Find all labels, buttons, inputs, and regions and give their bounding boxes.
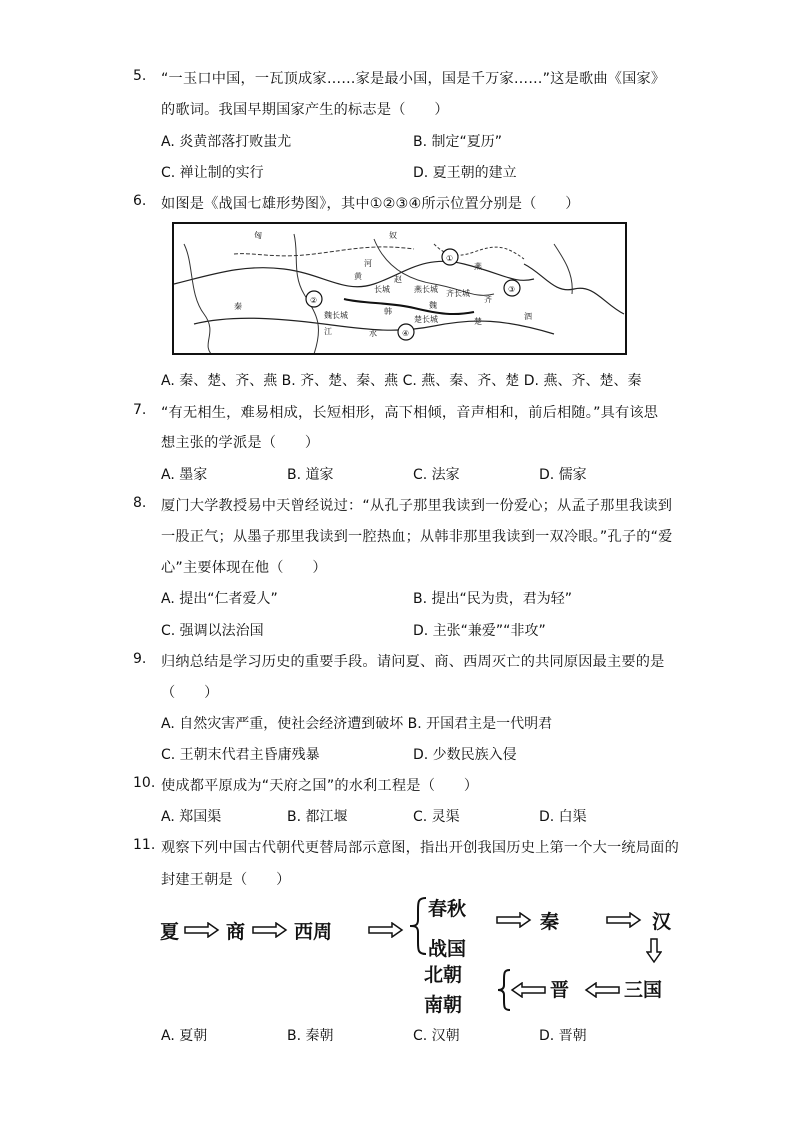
question-10-option-b[interactable]: B. 都江堰 xyxy=(287,809,348,825)
map-label: 黄 xyxy=(354,272,362,281)
map-label: 齐 xyxy=(484,295,492,304)
question-5-option-d[interactable]: D. 夏王朝的建立 xyxy=(413,165,517,181)
timeline-western-zhou: 西周 xyxy=(294,921,333,943)
question-8-option-a[interactable]: A. 提出“仁者爱人” xyxy=(161,591,278,607)
question-11-option-c[interactable]: C. 汉朝 xyxy=(413,1028,460,1044)
timeline-shang: 商 xyxy=(226,921,246,943)
map-marker-3: ③ xyxy=(508,285,516,294)
map-marker-2: ② xyxy=(310,296,318,305)
question-5-option-b[interactable]: B. 制定“夏历” xyxy=(413,134,503,150)
question-6-options[interactable]: A. 秦、楚、齐、燕 B. 齐、楚、秦、燕 C. 燕、秦、齐、楚 D. 燕、齐、楚、秦 xyxy=(161,373,642,389)
question-7-number: 7. xyxy=(133,402,147,418)
map-label: 魏长城 xyxy=(324,311,348,320)
map-label: 魏 xyxy=(429,301,437,310)
map-label: 河 xyxy=(364,259,372,268)
question-8-option-b[interactable]: B. 提出“民为贵，君为轻” xyxy=(413,591,573,607)
arrow-left-icon xyxy=(584,982,620,998)
arrow-right-icon xyxy=(368,922,404,938)
question-8-number: 8. xyxy=(133,495,147,511)
question-7-text-line2: 想主张的学派是（ ） xyxy=(161,435,320,451)
map-label: 燕长城 xyxy=(414,285,438,294)
timeline-qin: 秦 xyxy=(540,911,560,933)
warring-states-map xyxy=(172,222,627,355)
question-5-option-a[interactable]: A. 炎黄部落打败蚩尤 xyxy=(161,134,292,150)
timeline-northern-dynasties: 北朝 xyxy=(424,964,463,986)
question-9-option-ab[interactable]: A. 自然灾害严重，使社会经济遭到破坏 B. 开国君主是一代明君 xyxy=(161,716,553,732)
question-9-option-c[interactable]: C. 王朝末代君主昏庸残暴 xyxy=(161,747,320,763)
map-label: 长城 xyxy=(374,285,390,294)
map-label: 燕 xyxy=(474,262,482,271)
question-11-option-d[interactable]: D. 晋朝 xyxy=(539,1028,587,1044)
question-9-option-d[interactable]: D. 少数民族入侵 xyxy=(413,747,517,763)
question-7-option-c[interactable]: C. 法家 xyxy=(413,467,460,483)
timeline-jin: 晋 xyxy=(550,979,570,1001)
question-10-option-c[interactable]: C. 灵渠 xyxy=(413,809,460,825)
question-5-text-line1: “一玉口中国，一瓦顶成家……家是最小国，国是千万家……”这是歌曲《国家》 xyxy=(161,71,666,87)
question-11-number: 11. xyxy=(133,837,156,853)
map-label: 泗 xyxy=(524,312,532,321)
question-7-option-b[interactable]: B. 道家 xyxy=(287,467,334,483)
arrow-right-icon xyxy=(496,912,532,928)
question-8-text-line2: 一股正气；从墨子那里我读到一腔热血；从韩非那里我读到一双冷眼。”孔子的“爱 xyxy=(161,529,673,545)
arrow-right-icon xyxy=(606,912,642,928)
arrow-down-icon xyxy=(646,938,662,964)
map-label: 齐长城 xyxy=(446,289,470,298)
question-8-text-line3: 心”主要体现在他（ ） xyxy=(161,560,327,576)
map-label: 水 xyxy=(369,329,377,338)
map-label: 秦 xyxy=(234,302,242,311)
question-5-text-line2: 的歌词。我国早期国家产生的标志是（ ） xyxy=(161,102,449,118)
map-marker-4: ④ xyxy=(402,329,410,338)
question-5-option-c[interactable]: C. 禅让制的实行 xyxy=(161,165,264,181)
timeline-han: 汉 xyxy=(652,911,672,933)
map-label: 楚 xyxy=(474,317,482,326)
timeline-southern-dynasties: 南朝 xyxy=(424,994,463,1016)
question-11-text-line1: 观察下列中国古代朝代更替局部示意图，指出开创我国历史上第一个大一统局面的 xyxy=(161,840,679,856)
map-label: 赵 xyxy=(394,275,402,284)
timeline-xia: 夏 xyxy=(160,921,180,943)
question-6-number: 6. xyxy=(133,193,147,209)
map-label: 江 xyxy=(324,327,332,336)
question-8-option-c[interactable]: C. 强调以法治国 xyxy=(161,623,264,639)
arrow-left-icon xyxy=(510,982,546,998)
map-label: 楚长城 xyxy=(414,315,438,324)
timeline-three-kingdoms: 三国 xyxy=(624,979,663,1001)
question-11-option-a[interactable]: A. 夏朝 xyxy=(161,1028,208,1044)
question-10-number: 10. xyxy=(133,775,156,791)
timeline-warring-states: 战国 xyxy=(428,938,467,960)
question-10-text-line1: 使成都平原成为“天府之国”的水利工程是（ ） xyxy=(161,778,479,794)
question-7-option-a[interactable]: A. 墨家 xyxy=(161,467,208,483)
arrow-right-icon xyxy=(184,922,220,938)
question-7-option-d[interactable]: D. 儒家 xyxy=(539,467,587,483)
map-label: 韩 xyxy=(384,307,392,316)
map-label: 匈 xyxy=(254,231,262,240)
question-11-text-line2: 封建王朝是（ ） xyxy=(161,872,291,888)
question-9-text-line1: 归纳总结是学习历史的重要手段。请问夏、商、西周灭亡的共同原因最主要的是 xyxy=(161,654,665,670)
question-11-option-b[interactable]: B. 秦朝 xyxy=(287,1028,334,1044)
timeline-spring-autumn: 春秋 xyxy=(428,898,467,920)
question-9-text-line2: （ ） xyxy=(161,685,219,701)
question-5-number: 5. xyxy=(133,68,147,84)
question-7-text-line1: “有无相生，难易相成，长短相形，高下相倾，音声相和，前后相随。”具有该思 xyxy=(161,405,659,421)
map-marker-1: ① xyxy=(446,254,454,263)
dynasty-timeline xyxy=(158,890,688,1015)
arrow-right-icon xyxy=(252,922,288,938)
question-9-number: 9. xyxy=(133,651,147,667)
question-6-text-line1: 如图是《战国七雄形势图》，其中①②③④所示位置分别是（ ） xyxy=(161,196,580,212)
question-10-option-a[interactable]: A. 郑国渠 xyxy=(161,809,222,825)
question-8-option-d[interactable]: D. 主张“兼爱”“非攻” xyxy=(413,623,546,639)
brace-icon xyxy=(408,896,428,956)
question-8-text-line1: 厦门大学教授易中天曾经说过：“从孔子那里我读到一份爱心；从孟子那里我读到 xyxy=(161,498,673,514)
map-label: 奴 xyxy=(389,231,397,240)
question-10-option-d[interactable]: D. 白渠 xyxy=(539,809,587,825)
